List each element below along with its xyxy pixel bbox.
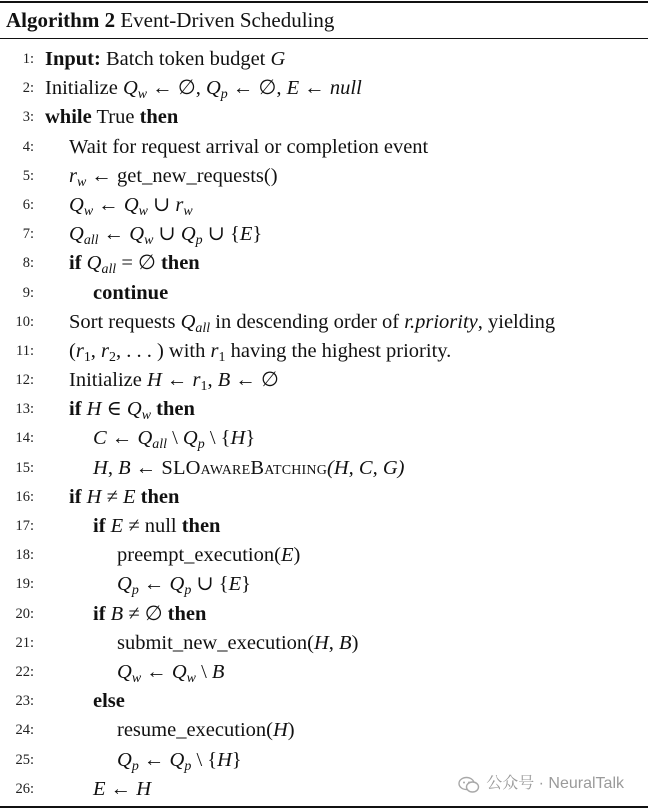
line-number: 25: bbox=[15, 751, 34, 768]
keyword-then: then bbox=[139, 106, 179, 129]
watermark-label: 公众号 · NeuralTalk bbox=[486, 775, 624, 792]
line-number: 23: bbox=[15, 693, 34, 710]
line-code: Initialize $Q_w$ ← ∅, $Q_p$ ← ∅, E ← null bbox=[45, 77, 362, 103]
top-rule bbox=[0, 1, 648, 3]
line-code: preempt_execution(E) bbox=[117, 544, 301, 567]
line-number: 19: bbox=[15, 576, 34, 593]
line-code: $r_w$ ← get_new_requests() bbox=[69, 164, 278, 190]
algorithm-caption bbox=[6, 6, 334, 34]
keyword-input: Input: bbox=[45, 48, 101, 70]
algorithm-line bbox=[0, 337, 648, 366]
function-slo-aware-batching: SLOawareBatching bbox=[161, 456, 328, 479]
line-code: if H ∈ $Q_w$ then bbox=[69, 398, 195, 424]
algorithm-line bbox=[0, 74, 648, 103]
line-code: if B ≠ ∅ then bbox=[93, 602, 207, 625]
line-number: 21: bbox=[15, 634, 34, 651]
algorithm-line bbox=[0, 424, 648, 453]
line-code: $Q_w$ ← $Q_w$ ∪ $r_w$ bbox=[69, 193, 193, 219]
line-code: Wait for request arrival or completion event bbox=[69, 135, 429, 158]
algorithm-label: Algorithm 2 bbox=[6, 8, 116, 32]
line-number: 20: bbox=[15, 605, 34, 622]
line-code: $Q_{all}$ ← $Q_w$ ∪ $Q_p$ ∪ {E} bbox=[69, 223, 263, 249]
algorithm-line bbox=[0, 279, 648, 308]
line-number: 2: bbox=[22, 80, 34, 97]
line-code: Input: Batch token budget G bbox=[45, 48, 286, 70]
algorithm-line bbox=[0, 483, 648, 512]
keyword-else: else bbox=[93, 690, 125, 713]
line-number: 14: bbox=[15, 430, 34, 447]
algorithm-line bbox=[0, 570, 648, 599]
line-number: 18: bbox=[15, 547, 34, 564]
line-code: C ← $Q_{all}$ \ $Q_p$ \ {H} bbox=[93, 427, 256, 453]
line-number: 26: bbox=[15, 780, 34, 797]
line-code: $Q_p$ ← $Q_p$ \ {H} bbox=[117, 748, 242, 774]
line-code: E ← H bbox=[93, 777, 152, 800]
line-number: 16: bbox=[15, 488, 34, 505]
algorithm-line bbox=[0, 249, 648, 278]
bottom-rule bbox=[0, 806, 648, 808]
algorithm-line bbox=[0, 220, 648, 249]
algorithm-line bbox=[0, 366, 648, 395]
line-number: 13: bbox=[15, 401, 34, 418]
line-code: submit_new_execution(H, B) bbox=[117, 631, 359, 654]
line-code: resume_execution(H) bbox=[117, 719, 295, 742]
line-number: 8: bbox=[22, 255, 34, 272]
line-number: 12: bbox=[15, 372, 34, 389]
line-code: while True then bbox=[45, 106, 179, 129]
keyword-while: while bbox=[45, 106, 92, 129]
line-number: 4: bbox=[22, 138, 34, 155]
line-number: 11: bbox=[16, 342, 34, 359]
algorithm-line bbox=[0, 600, 648, 629]
algorithm-lines bbox=[0, 45, 648, 804]
algorithm-line bbox=[0, 133, 648, 162]
line-code: ($r_1$, $r_2$, . . . ) with $r_1$ having the highest priority. bbox=[69, 339, 452, 365]
line-number: 17: bbox=[15, 518, 34, 534]
algorithm-line bbox=[0, 687, 648, 716]
line-number: 3: bbox=[22, 109, 34, 126]
line-code: if H ≠ E then bbox=[69, 485, 180, 508]
line-code: if E ≠ null then bbox=[93, 515, 221, 537]
line-number: 5: bbox=[22, 167, 34, 184]
line-number: 15: bbox=[15, 459, 34, 476]
algorithm-line bbox=[0, 308, 648, 337]
line-code: H, B ← SLOawareBatching(H, C, G) bbox=[93, 456, 405, 479]
watermark bbox=[458, 769, 624, 799]
algorithm-line bbox=[0, 658, 648, 687]
line-number: 24: bbox=[15, 722, 34, 739]
line-code: $Q_p$ ← $Q_p$ ∪ {E} bbox=[117, 573, 251, 599]
line-code: $Q_w$ ← $Q_w$ \ B bbox=[117, 660, 225, 686]
algorithm-line bbox=[0, 162, 648, 191]
line-number: 10: bbox=[15, 313, 34, 330]
keyword-continue: continue bbox=[93, 281, 169, 304]
line-number: 22: bbox=[15, 663, 34, 680]
algorithm-line bbox=[0, 454, 648, 483]
line-code: Sort requests $Q_{all}$ in descending order of r.priority, yielding bbox=[69, 310, 556, 336]
algorithm-line bbox=[0, 45, 648, 74]
algorithm-line bbox=[0, 716, 648, 745]
line-number: 6: bbox=[22, 196, 34, 213]
line-number: 9: bbox=[22, 284, 34, 301]
line-code: if $Q_{all}$ = ∅ then bbox=[69, 252, 200, 278]
line-number: 1: bbox=[22, 51, 34, 67]
caption-rule bbox=[0, 38, 648, 39]
wechat-icon bbox=[458, 775, 480, 793]
algorithm-line bbox=[0, 395, 648, 424]
algorithm-line bbox=[0, 191, 648, 220]
algorithm-line bbox=[0, 103, 648, 132]
algorithm-line bbox=[0, 541, 648, 570]
algorithm-title: Event-Driven Scheduling bbox=[120, 8, 335, 32]
line-code: Initialize H ← $r_1$, B ← ∅ bbox=[69, 369, 279, 394]
algorithm-line bbox=[0, 629, 648, 658]
algorithm-line bbox=[0, 512, 648, 541]
line-number: 7: bbox=[22, 226, 34, 243]
